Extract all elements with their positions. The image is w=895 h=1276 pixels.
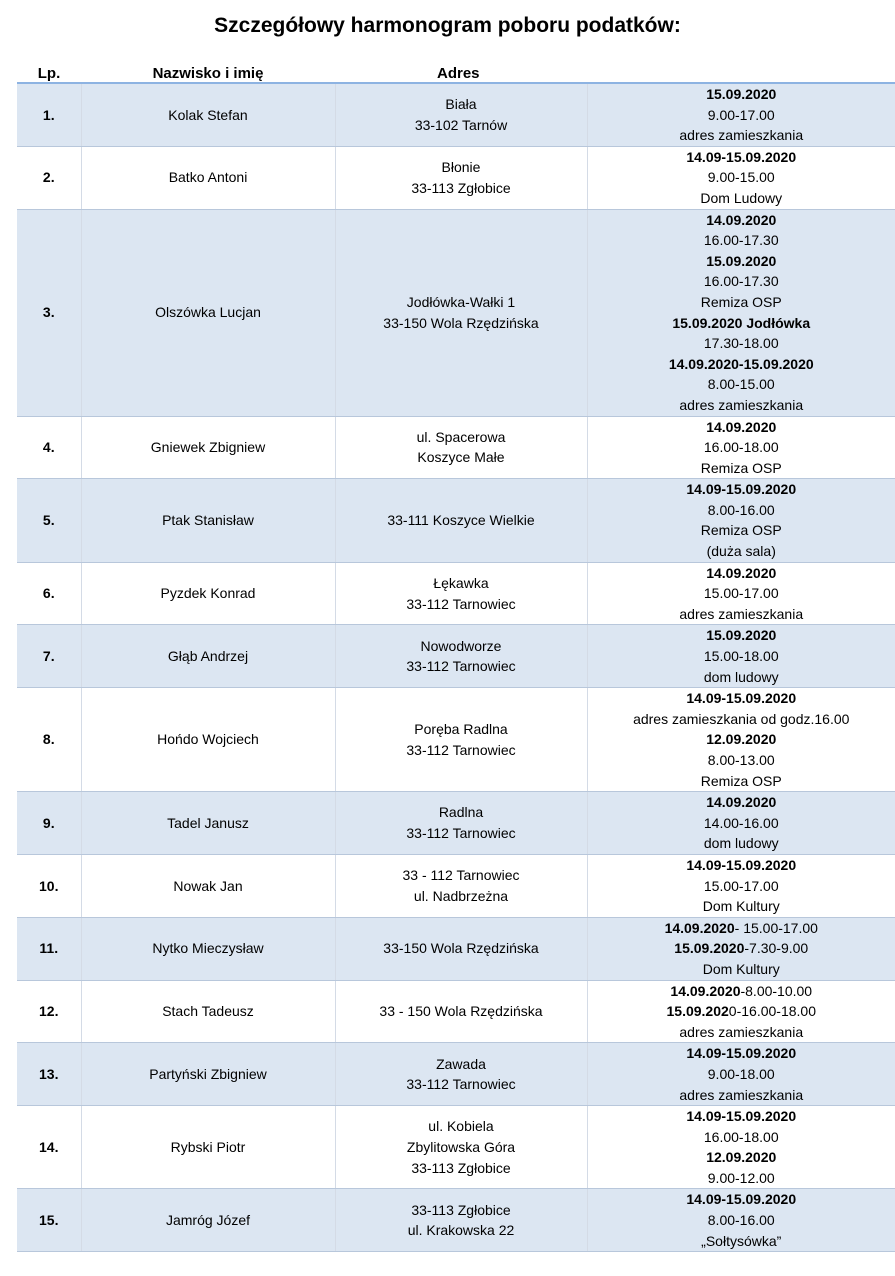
schedule-detail: 16.00-17.30 [703, 273, 779, 290]
table-row [17, 416, 895, 479]
address-line: Koszyce Małe [417, 449, 505, 466]
schedule-detail: dom ludowy [703, 668, 779, 685]
taxpayer-name: Jamróg Józef [81, 1189, 335, 1252]
schedule-line [588, 1043, 895, 1064]
schedule-date: 14.09-15.09.2020 [686, 856, 797, 873]
address-line: Zawada [436, 1055, 486, 1072]
schedule-detail: 16.00-17.30 [703, 232, 779, 249]
taxpayer-name: Olszówka Lucjan [81, 209, 335, 416]
schedule-detail: „Sołtysówka” [701, 1232, 782, 1249]
schedule-detail: 16.00-18.00 [703, 1128, 779, 1145]
schedule-date: 14.09.2020 [706, 564, 777, 581]
schedule-line [588, 520, 895, 541]
address-line: Łękawka [433, 574, 489, 591]
address-cell [335, 562, 587, 625]
schedule-detail: adres zamieszkania [679, 1023, 804, 1040]
schedule-detail: 9.00-18.00 [707, 1065, 775, 1082]
schedule-line [588, 583, 895, 604]
schedule-line [588, 750, 895, 771]
schedule-cell [587, 146, 895, 209]
schedule-detail: adres zamieszkania od godz.16.00 [633, 710, 850, 727]
taxpayer-name: Pyzdek Konrad [81, 562, 335, 625]
schedule-date: 15.09.202 [666, 1003, 729, 1020]
row-number: 3. [17, 209, 81, 416]
address-line: Jodłówka-Wałki 1 [406, 293, 516, 310]
address-line: 33-113 Zgłobice [411, 179, 511, 196]
taxpayer-name: Nowak Jan [81, 854, 335, 917]
row-number: 6. [17, 562, 81, 625]
schedule-date: 14.09.2020 [706, 211, 777, 228]
schedule-detail: 8.00-15.00 [707, 376, 775, 393]
address-cell [335, 146, 587, 209]
address-line: ul. Kobiela [428, 1118, 494, 1135]
header-lp: Lp. [17, 61, 81, 83]
schedule-line [588, 1001, 895, 1022]
address-cell [335, 1106, 587, 1189]
schedule-line [588, 251, 895, 272]
schedule-line [588, 1189, 895, 1210]
table-row [17, 83, 895, 146]
schedule-date: 12.09.2020 [706, 1149, 777, 1166]
schedule-line [588, 667, 895, 688]
schedule-date: 15.09.2020 [706, 86, 777, 102]
schedule-cell [587, 83, 895, 146]
schedule-line [588, 604, 895, 625]
table-row [17, 688, 895, 792]
schedule-cell [587, 854, 895, 917]
schedule-line [588, 541, 895, 562]
address-cell [335, 209, 587, 416]
address-line: ul. Krakowska 22 [407, 1222, 515, 1239]
address-cell [335, 854, 587, 917]
address-line: 33-113 Zgłobice [411, 1201, 511, 1218]
schedule-detail: 8.00-13.00 [707, 752, 775, 768]
schedule-line [588, 876, 895, 897]
schedule-detail: Remiza OSP [700, 459, 782, 476]
address-line: Biała [445, 96, 477, 113]
taxpayer-name: Tadel Janusz [81, 792, 335, 855]
schedule-cell [587, 209, 895, 416]
schedule-detail: 9.00-17.00 [707, 106, 775, 123]
tax-schedule-table [17, 61, 895, 1252]
schedule-date: 14.09-15.09.2020 [686, 1045, 797, 1062]
schedule-detail: 14.00-16.00 [703, 814, 779, 831]
schedule-line [588, 271, 895, 292]
taxpayer-name: Gniewek Zbigniew [81, 416, 335, 479]
address-line: ul. Nadbrzeżna [413, 887, 509, 904]
address-cell [335, 688, 587, 792]
address-line: 33-112 Tarnowiec [406, 741, 516, 758]
row-number: 8. [17, 688, 81, 792]
schedule-line [588, 688, 895, 709]
schedule-line [588, 1106, 895, 1127]
taxpayer-name: Ptak Stanisław [81, 479, 335, 562]
schedule-line [588, 959, 895, 980]
schedule-line [588, 292, 895, 313]
row-number: 10. [17, 854, 81, 917]
address-cell [335, 917, 587, 980]
schedule-detail: Remiza OSP [700, 772, 782, 789]
schedule-detail: dom ludowy [703, 835, 779, 852]
schedule-date: 14.09-15.09.2020 [686, 148, 797, 165]
schedule-line [588, 167, 895, 188]
schedule-cell [587, 917, 895, 980]
address-line: 33-112 Tarnowiec [406, 1076, 516, 1093]
schedule-line [588, 563, 895, 584]
schedule-date: 14.09-15.09.2020 [686, 1191, 797, 1208]
row-number: 5. [17, 479, 81, 562]
schedule-detail: Remiza OSP [700, 293, 782, 310]
schedule-cell [587, 625, 895, 688]
schedule-cell [587, 980, 895, 1043]
table-body [17, 83, 895, 1252]
schedule-cell [587, 1043, 895, 1106]
schedule-line [588, 354, 895, 375]
schedule-detail: - 15.00-17.00 [734, 919, 818, 936]
table-row [17, 917, 895, 980]
table-row [17, 1106, 895, 1189]
address-line: Radlna [438, 804, 484, 821]
schedule-line [588, 1064, 895, 1085]
schedule-detail: Remiza OSP [700, 522, 782, 539]
schedule-line [588, 210, 895, 231]
schedule-date: 14.09-15.09.2020 [686, 690, 797, 707]
schedule-date: 14.09.2020 [706, 418, 777, 435]
taxpayer-name: Rybski Piotr [81, 1106, 335, 1189]
schedule-detail: Dom Kultury [702, 898, 780, 915]
schedule-line [588, 458, 895, 479]
schedule-detail: 17.30-18.00 [703, 335, 779, 352]
schedule-line [588, 896, 895, 917]
schedule-line [588, 1022, 895, 1043]
schedule-line [588, 417, 895, 438]
address-line: 33-112 Tarnowiec [406, 658, 516, 675]
schedule-line [588, 313, 895, 334]
page-title: Szczegółowy harmonogram poboru podatków: [214, 14, 681, 37]
address-line: ul. Spacerowa [416, 428, 506, 445]
address-cell [335, 792, 587, 855]
address-cell [335, 1043, 587, 1106]
table-row [17, 854, 895, 917]
address-cell [335, 83, 587, 146]
row-number: 14. [17, 1106, 81, 1189]
schedule-detail: adres zamieszkania [679, 127, 804, 144]
address-line: Błonie [441, 159, 481, 176]
schedule-line [588, 771, 895, 792]
schedule-detail: adres zamieszkania [679, 396, 804, 413]
schedule-line [588, 1147, 895, 1168]
address-line: 33-112 Tarnowiec [406, 595, 516, 612]
schedule-detail: 16.00-18.00 [703, 439, 779, 456]
address-line: Poręba Radlna [414, 721, 508, 738]
schedule-cell [587, 688, 895, 792]
schedule-line [588, 188, 895, 209]
schedule-line [588, 125, 895, 146]
schedule-detail: (duża sala) [706, 543, 776, 560]
table-row [17, 1043, 895, 1106]
schedule-cell [587, 562, 895, 625]
address-line: 33-111 Koszyce Wielkie [387, 512, 535, 529]
address-cell [335, 625, 587, 688]
schedule-line [588, 1210, 895, 1231]
address-line: 33-150 Wola Rzędzińska [383, 940, 539, 957]
schedule-line [588, 855, 895, 876]
address-cell [335, 479, 587, 562]
taxpayer-name: Partyński Zbigniew [81, 1043, 335, 1106]
schedule-date: 15.09.2020 [706, 252, 777, 269]
address-line: Zbylitowska Góra [406, 1138, 516, 1155]
row-number: 7. [17, 625, 81, 688]
schedule-detail: 9.00-12.00 [707, 1169, 775, 1186]
schedule-line [588, 479, 895, 500]
table-header-row [17, 61, 895, 83]
schedule-line [588, 1085, 895, 1106]
schedule-date: 15.09.2020 Jodłówka [672, 314, 811, 331]
schedule-line [588, 84, 895, 105]
schedule-cell [587, 479, 895, 562]
schedule-date: 12.09.2020 [706, 731, 777, 748]
row-number: 4. [17, 416, 81, 479]
schedule-line [588, 938, 895, 959]
address-cell [335, 1189, 587, 1252]
taxpayer-name: Stach Tadeusz [81, 980, 335, 1043]
address-line: 33 - 150 Wola Rzędzińska [379, 1003, 543, 1020]
schedule-date: 14.09-15.09.2020 [686, 1108, 797, 1125]
header-name: Nazwisko i imię [81, 61, 335, 83]
address-line: Nowodworze [420, 637, 502, 654]
table-row [17, 792, 895, 855]
schedule-line [588, 709, 895, 730]
address-cell [335, 416, 587, 479]
schedule-line [588, 333, 895, 354]
schedule-detail: Dom Ludowy [700, 189, 783, 206]
table-row [17, 1189, 895, 1252]
row-number: 9. [17, 792, 81, 855]
schedule-detail: 8.00-16.00 [707, 501, 775, 518]
header-schedule [587, 61, 895, 83]
row-number: 1. [17, 83, 81, 146]
row-number: 12. [17, 980, 81, 1043]
schedule-detail: 8.00-16.00 [707, 1212, 775, 1229]
schedule-detail: 15.00-17.00 [703, 877, 779, 894]
table-row [17, 562, 895, 625]
schedule-detail: 15.00-17.00 [703, 585, 779, 602]
schedule-line [588, 230, 895, 251]
schedule-date: 14.09.2020 [706, 794, 777, 811]
schedule-line [588, 437, 895, 458]
table-row [17, 980, 895, 1043]
schedule-date: 15.09.2020 [706, 627, 777, 644]
header-address: Adres [335, 61, 587, 83]
address-line: 33-113 Zgłobice [411, 1159, 511, 1176]
schedule-line [588, 1127, 895, 1148]
schedule-detail: -8.00-10.00 [740, 982, 813, 999]
schedule-line [588, 105, 895, 126]
schedule-detail: adres zamieszkania [679, 1086, 804, 1103]
schedule-line [588, 1168, 895, 1189]
address-line: 33-150 Wola Rzędzińska [383, 314, 539, 331]
schedule-cell [587, 1189, 895, 1252]
taxpayer-name: Głąb Andrzej [81, 625, 335, 688]
address-cell [335, 980, 587, 1043]
schedule-line [588, 625, 895, 646]
address-line: 33 - 112 Tarnowiec [402, 867, 520, 884]
schedule-line [588, 833, 895, 854]
schedule-line [588, 792, 895, 813]
table-row [17, 625, 895, 688]
schedule-line [588, 813, 895, 834]
taxpayer-name: Nytko Mieczysław [81, 917, 335, 980]
schedule-line [588, 395, 895, 416]
schedule-line [588, 374, 895, 395]
table-row [17, 479, 895, 562]
schedule-detail: -7.30-9.00 [744, 940, 809, 957]
address-line: 33-102 Tarnów [414, 116, 508, 133]
schedule-line [588, 500, 895, 521]
row-number: 11. [17, 917, 81, 980]
taxpayer-name: Hońdo Wojciech [81, 688, 335, 792]
schedule-detail: adres zamieszkania [679, 605, 804, 622]
schedule-date: 14.09.2020 [670, 982, 741, 999]
schedule-detail: 15.00-18.00 [703, 648, 779, 665]
row-number: 13. [17, 1043, 81, 1106]
schedule-cell [587, 416, 895, 479]
schedule-date: 14.09-15.09.2020 [686, 481, 797, 498]
schedule-date: 14.09.2020-15.09.2020 [668, 355, 814, 372]
schedule-date: 15.09.2020 [674, 940, 745, 957]
schedule-line [588, 646, 895, 667]
taxpayer-name: Batko Antoni [81, 146, 335, 209]
schedule-line [588, 147, 895, 168]
row-number: 2. [17, 146, 81, 209]
schedule-cell [587, 792, 895, 855]
table-row [17, 146, 895, 209]
schedule-detail: Dom Kultury [702, 960, 780, 977]
schedule-detail: 9.00-15.00 [707, 169, 775, 186]
schedule-date: 14.09.2020 [664, 919, 735, 936]
schedule-line [588, 729, 895, 750]
address-line: 33-112 Tarnowiec [406, 825, 516, 842]
schedule-line [588, 1231, 895, 1252]
schedule-line [588, 918, 895, 939]
row-number: 15. [17, 1189, 81, 1252]
taxpayer-name: Kolak Stefan [81, 83, 335, 146]
schedule-cell [587, 1106, 895, 1189]
table-row [17, 209, 895, 416]
schedule-line [588, 981, 895, 1002]
schedule-detail: 0-16.00-18.00 [728, 1003, 816, 1020]
